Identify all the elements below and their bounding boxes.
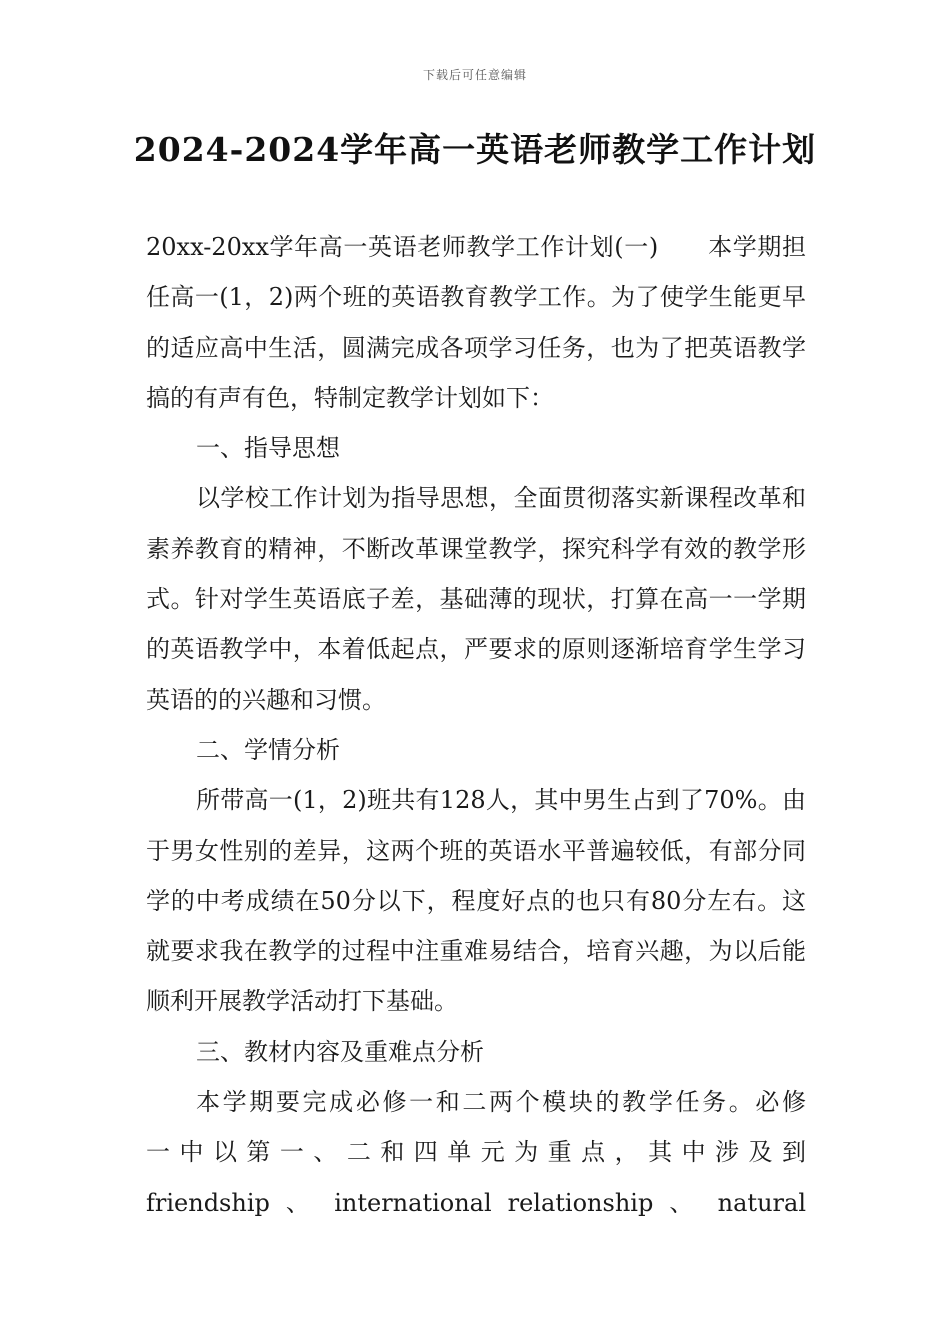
document-body bbox=[146, 222, 806, 1228]
section-heading-guiding-ideology: 一、指导思想 bbox=[196, 434, 340, 463]
section-heading-student-analysis: 二、学情分析 bbox=[196, 735, 340, 764]
header-note: 下载后可任意编辑 bbox=[422, 68, 527, 82]
document-title: 2024-2024学年高一英语老师教学工作计划 bbox=[133, 130, 817, 169]
intro-paragraph: 20xx-20xx学年高一英语老师教学工作计划(一) 本学期担任高一(1，2)两个班的英语教育教学工作。为了使学生能更早的适应高中生活，圆满完成各项学习任务，也为了把英语教学搞的有声有色，特制定教学计划如下： bbox=[146, 233, 806, 412]
section-body-textbook-line-3: friendship 、 international relationship 、 natural bbox=[146, 1188, 806, 1217]
section-body-textbook-line-1: 本学期要完成必修一和二两个模块的教学任务。必修 bbox=[196, 1088, 806, 1117]
section-heading-textbook-analysis: 三、教材内容及重难点分析 bbox=[196, 1037, 484, 1066]
section-body-student-analysis: 所带高一(1，2)班共有128人，其中男生占到了70%。由于男女性别的差异，这两个班的英语水平普遍较低，有部分同学的中考成绩在50分以下，程度好点的也只有80分左右。这就要求我在教学的过程中注重难易结合，培育兴趣，为以后能顺利开展教学活动打下基础。 bbox=[146, 786, 806, 1016]
section-body-textbook-line-2: 一中以第一、二和四单元为重点，其中涉及到 bbox=[146, 1138, 806, 1167]
section-body-guiding-ideology: 以学校工作计划为指导思想，全面贯彻落实新课程改革和素养教育的精神，不断改革课堂教学，探究科学有效的教学形式。针对学生英语底子差，基础薄的现状，打算在高一一学期的英语教学中，本着低起点，严要求的原则逐渐培育学生学习英语的的兴趣和习惯。 bbox=[146, 484, 806, 714]
